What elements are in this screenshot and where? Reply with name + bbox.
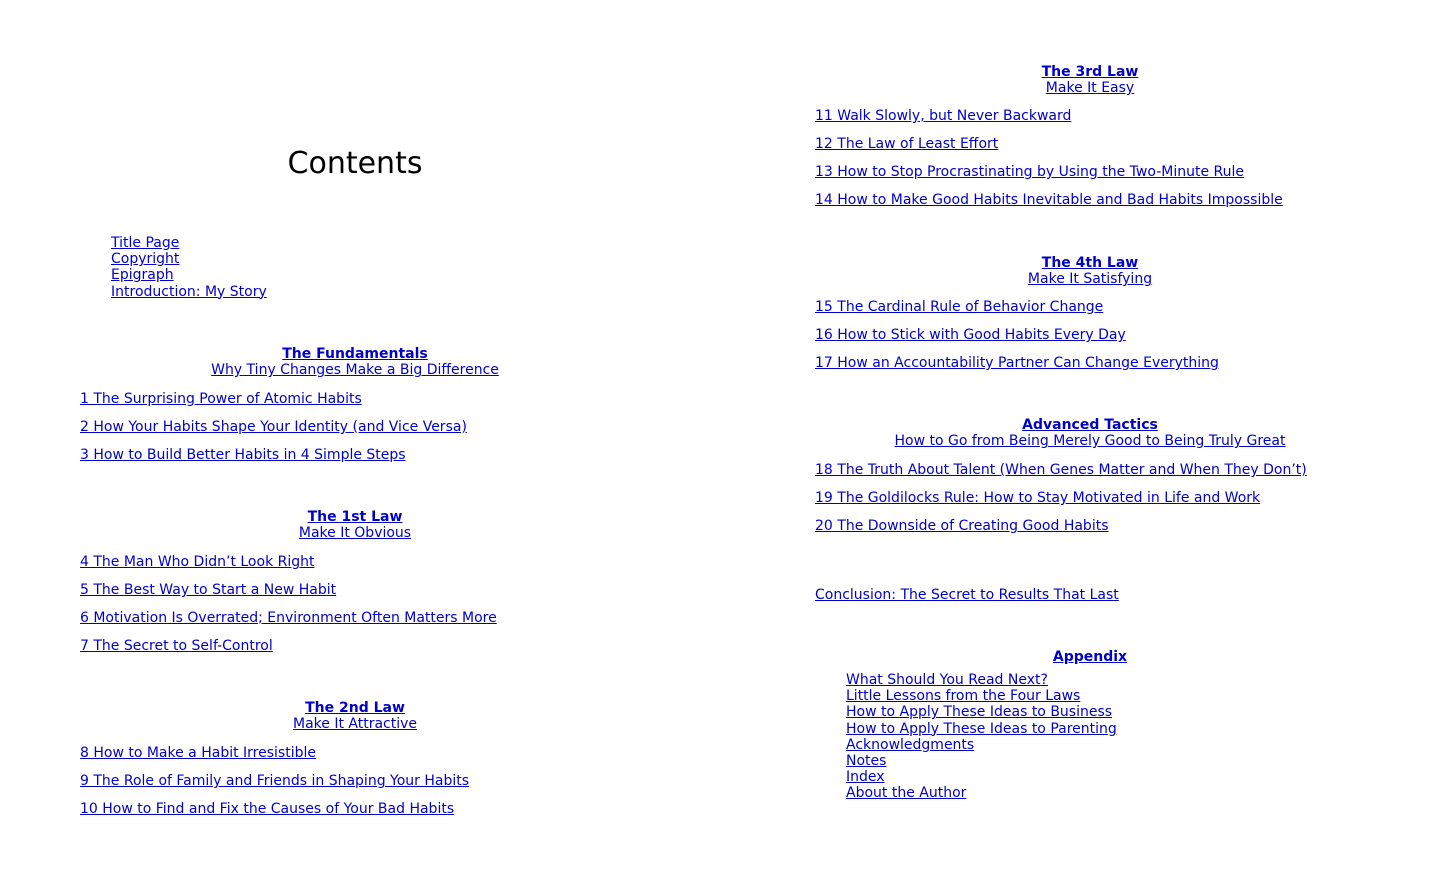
chapter-link[interactable]: 3 How to Build Better Habits in 4 Simple Steps xyxy=(80,447,406,463)
chapter-link[interactable]: 15 The Cardinal Rule of Behavior Change xyxy=(815,299,1104,315)
toc-link-introduction[interactable]: Introduction: My Story xyxy=(111,283,267,300)
chapter-list-3rd-law xyxy=(815,108,1283,220)
conclusion-entry xyxy=(815,587,1119,603)
appendix-link[interactable]: How to Apply These Ideas to Business xyxy=(846,704,1113,721)
toc-link-epigraph[interactable]: Epigraph xyxy=(111,267,174,284)
part-subtitle-link[interactable]: Make It Satisfying xyxy=(1027,271,1153,288)
appendix-link[interactable]: How to Apply These Ideas to Parenting xyxy=(846,720,1117,737)
part-subtitle-link[interactable]: Make It Attractive xyxy=(292,716,418,733)
part-title-link[interactable]: Appendix xyxy=(1052,649,1128,665)
chapter-list-fundamentals xyxy=(80,391,467,475)
part-heading-4th-law xyxy=(740,255,1440,287)
chapter-list-2nd-law xyxy=(80,745,469,829)
chapter-link[interactable]: 14 How to Make Good Habits Inevitable and Bad Habits Impossible xyxy=(815,192,1283,208)
part-heading-1st-law xyxy=(5,509,705,541)
chapter-link[interactable]: 16 How to Stick with Good Habits Every Day xyxy=(815,327,1126,343)
chapter-link[interactable]: 4 The Man Who Didn’t Look Right xyxy=(80,554,315,570)
chapter-link[interactable]: 1 The Surprising Power of Atomic Habits xyxy=(80,391,362,407)
part-title-link[interactable]: The 3rd Law xyxy=(1041,64,1139,80)
part-heading-fundamentals xyxy=(5,346,705,378)
chapter-link[interactable]: 8 How to Make a Habit Irresistible xyxy=(80,745,316,761)
chapter-link[interactable]: 17 How an Accountability Partner Can Change Everything xyxy=(815,355,1219,371)
part-heading-2nd-law xyxy=(5,700,705,732)
part-subtitle-link[interactable]: How to Go from Being Merely Good to Being Truly Great xyxy=(894,433,1286,450)
part-title-link[interactable]: The 4th Law xyxy=(1041,255,1139,271)
chapter-link[interactable]: 6 Motivation Is Overrated; Environment Often Matters More xyxy=(80,610,497,626)
part-title-link[interactable]: The 1st Law xyxy=(307,509,403,525)
chapter-list-advanced-tactics xyxy=(815,462,1307,546)
part-title-link[interactable]: Advanced Tactics xyxy=(1022,417,1158,433)
chapter-list-1st-law xyxy=(80,554,497,666)
toc-link-conclusion[interactable]: Conclusion: The Secret to Results That Last xyxy=(815,587,1119,603)
toc-link-copyright[interactable]: Copyright xyxy=(111,251,180,268)
part-title-link[interactable]: The Fundamentals xyxy=(282,346,428,362)
chapter-link[interactable]: 7 The Secret to Self-Control xyxy=(80,638,273,654)
appendix-link[interactable]: Acknowledgments xyxy=(846,736,975,753)
chapter-link[interactable]: 20 The Downside of Creating Good Habits xyxy=(815,518,1109,534)
part-heading-appendix xyxy=(740,649,1440,665)
part-heading-advanced-tactics xyxy=(740,417,1440,449)
chapter-link[interactable]: 19 The Goldilocks Rule: How to Stay Motivated in Life and Work xyxy=(815,490,1261,506)
chapter-link[interactable]: 11 Walk Slowly, but Never Backward xyxy=(815,108,1072,124)
chapter-link[interactable]: 2 How Your Habits Shape Your Identity (and Vice Versa) xyxy=(80,419,467,435)
appendix-link[interactable]: Notes xyxy=(846,753,887,770)
chapter-link[interactable]: 9 The Role of Family and Friends in Shaping Your Habits xyxy=(80,773,470,789)
appendix-link[interactable]: Little Lessons from the Four Laws xyxy=(846,688,1081,705)
chapter-list-4th-law xyxy=(815,299,1219,383)
appendix-link[interactable]: About the Author xyxy=(846,785,967,802)
toc-link-title-page[interactable]: Title Page xyxy=(111,235,180,251)
appendix-link[interactable]: Index xyxy=(846,769,885,786)
part-subtitle-link[interactable]: Make It Obvious xyxy=(298,525,412,542)
appendix-link[interactable]: What Should You Read Next? xyxy=(846,672,1048,688)
part-subtitle-link[interactable]: Why Tiny Changes Make a Big Difference xyxy=(211,362,499,379)
appendix-list xyxy=(846,672,1117,802)
chapter-link[interactable]: 13 How to Stop Procrastinating by Using the Two-Minute Rule xyxy=(815,164,1244,180)
page-title: Contents xyxy=(287,146,423,181)
chapter-link[interactable]: 5 The Best Way to Start a New Habit xyxy=(80,582,337,598)
chapter-link[interactable]: 10 How to Find and Fix the Causes of Your Bad Habits xyxy=(80,801,455,817)
part-heading-3rd-law xyxy=(740,64,1440,96)
part-title-link[interactable]: The 2nd Law xyxy=(305,700,405,716)
part-subtitle-link[interactable]: Make It Easy xyxy=(1045,80,1135,97)
chapter-link[interactable]: 12 The Law of Least Effort xyxy=(815,136,999,152)
chapter-link[interactable]: 18 The Truth About Talent (When Genes Matter and When They Don’t) xyxy=(815,462,1307,478)
front-matter-list xyxy=(111,235,267,300)
